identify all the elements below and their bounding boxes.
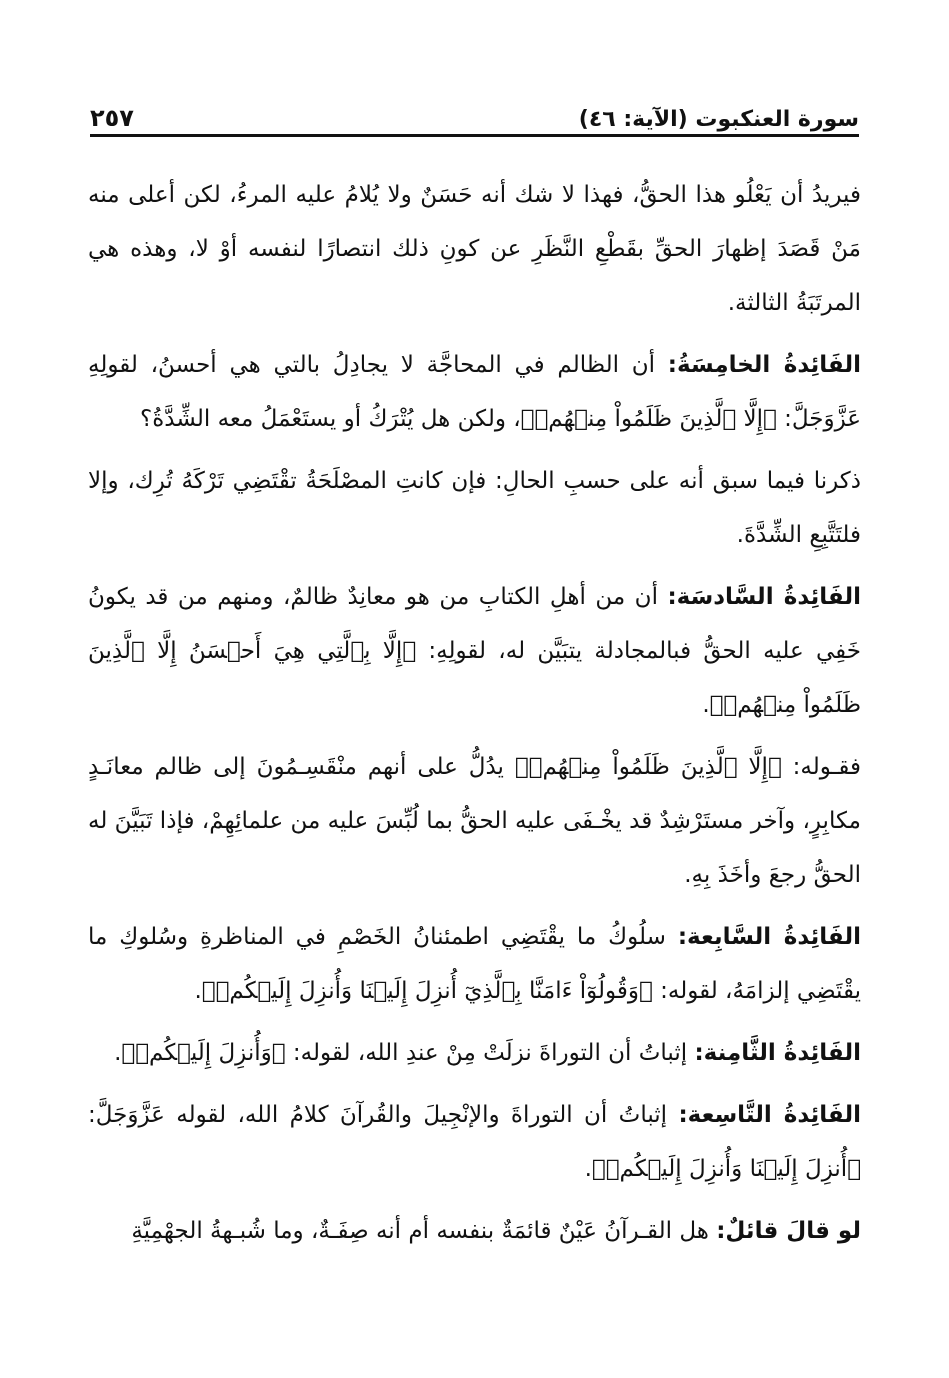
paragraph-text: هل القـرآنُ عَيْنٌ قائمَةٌ بنفسه أم أنه صِفَـةٌ، وما شُبـهةُ الجهْمِيَّةِ bbox=[131, 1218, 717, 1244]
paragraph-label: الفَائِدةُ الخامِسَةُ: bbox=[667, 352, 861, 378]
header-rule bbox=[90, 134, 859, 137]
paragraph-text: إثباتُ أن التوراةَ والإنْجِيلَ والقُرآنَ كلامُ الله، لقوله عَزَّوَجَلَّ: ﴿أُنزِلَ إِلَيۡنَا وَأُنزِلَ إِلَيۡكُمۡ﴾. bbox=[88, 1102, 861, 1182]
paragraph-text: أن من أهلِ الكتابِ من هو معانِدٌ ظالمٌ، ومنهم من قد يكونُ خَفِي عليه الحقُّ فبالمجادلة يتبَيَّن له، لقولِهِ: ﴿إِلَّا بِٱلَّتِي هِيَ أَحۡسَنُ إِلَّا ٱلَّذِينَ ظَلَمُواْ مِنۡهُمۡ﴾. bbox=[88, 584, 861, 718]
paragraph-text: إثباتُ أن التوراةَ نزلَتْ مِنْ عندِ الله، لقوله: ﴿وَأُنزِلَ إِلَيۡكُمۡ﴾. bbox=[114, 1040, 695, 1066]
paragraph-text: فقـوله: ﴿إِلَّا ٱلَّذِينَ ظَلَمُواْ مِنۡهُمۡ﴾ يدُلُّ على أنهم منْقَسِـمُونَ إلى ظالم معانَـدٍ مكابِرٍ، وآخر مستَرْشِدٌ قد يخْـفَى عليه الحقُّ بما لُبِّسَ عليه من علمائِهِمْ، فإذا تَبَيَّنَ له الحقُّ رجعَ وأخَذَ بِهِ. bbox=[88, 754, 861, 888]
paragraph-question bbox=[88, 1204, 861, 1258]
paragraph-text: فيريدُ أن يَعْلُو هذا الحقُّ، فهذا لا شك أنه حَسَنٌ ولا يُلامُ عليه المرءُ، لكن أعلى منه مَنْ قَصَدَ إظهارَ الحقِّ بقَطْعِ النَّظَرِ عن كونِ ذلك انتصارًا لنفسه أوْ لا، وهذه هي المرتَبَةُ الثالثة. bbox=[88, 182, 861, 316]
paragraph-sixth-benefit bbox=[88, 570, 861, 732]
paragraph-label: الفَائِدةُ السَّابِعة: bbox=[677, 924, 861, 950]
paragraph-eighth-benefit bbox=[88, 1026, 861, 1080]
paragraph-1 bbox=[88, 168, 861, 330]
page-body bbox=[88, 168, 861, 1266]
paragraph-text: سلُوكُ ما يقْتَضِي اطمئنانُ الخَصْمِ في المناظرةِ وسُلوكِ ما يقْتَضِي إلزامَهُ، لقوله: ﴿وَقُولُوٓاْ ءَامَنَّا بِٱلَّذِيٓ أُنزِلَ إِلَيۡنَا وَأُنزِلَ إِلَيۡكُمۡ﴾. bbox=[88, 924, 861, 1004]
paragraph-label: الفَائِدةُ السَّادسَة: bbox=[667, 584, 861, 610]
paragraph-label: الفَائِدةُ التَّاسِعة: bbox=[678, 1102, 861, 1128]
surah-reference: سورة العنكبوت (الآية: ٤٦) bbox=[578, 107, 859, 132]
page-header bbox=[90, 92, 859, 132]
paragraph-fifth-benefit bbox=[88, 338, 861, 446]
paragraph-label: لو قالَ قائلٌ: bbox=[716, 1218, 861, 1244]
paragraph-seventh-benefit bbox=[88, 910, 861, 1018]
paragraph-label: الفَائِدةُ الثَّامِنة: bbox=[694, 1040, 861, 1066]
paragraph-text: ذكرنا فيما سبق أنه على حسبِ الحالِ: فإن كانتِ المصْلَحَةُ تقْتَضِي تَرْكَهُ تُرِك، وإلا فلتَتَّبِعِ الشِّدَّةَ. bbox=[88, 468, 861, 548]
paragraph-5 bbox=[88, 740, 861, 902]
paragraph-3 bbox=[88, 454, 861, 562]
paragraph-ninth-benefit bbox=[88, 1088, 861, 1196]
paragraph-text: أن الظالم في المحاجَّة لا يجادِلُ بالتي هي أحسنُ، لقولِهِ عَزَّوَجَلَّ: ﴿إِلَّا ٱلَّذِينَ ظَلَمُواْ مِنۡهُمۡ﴾، ولكن هل يُتْرَكُ أو يستَعْمَلُ معه الشِّدَّةُ؟ bbox=[88, 352, 861, 432]
page-number: ٢٥٧ bbox=[90, 104, 134, 132]
